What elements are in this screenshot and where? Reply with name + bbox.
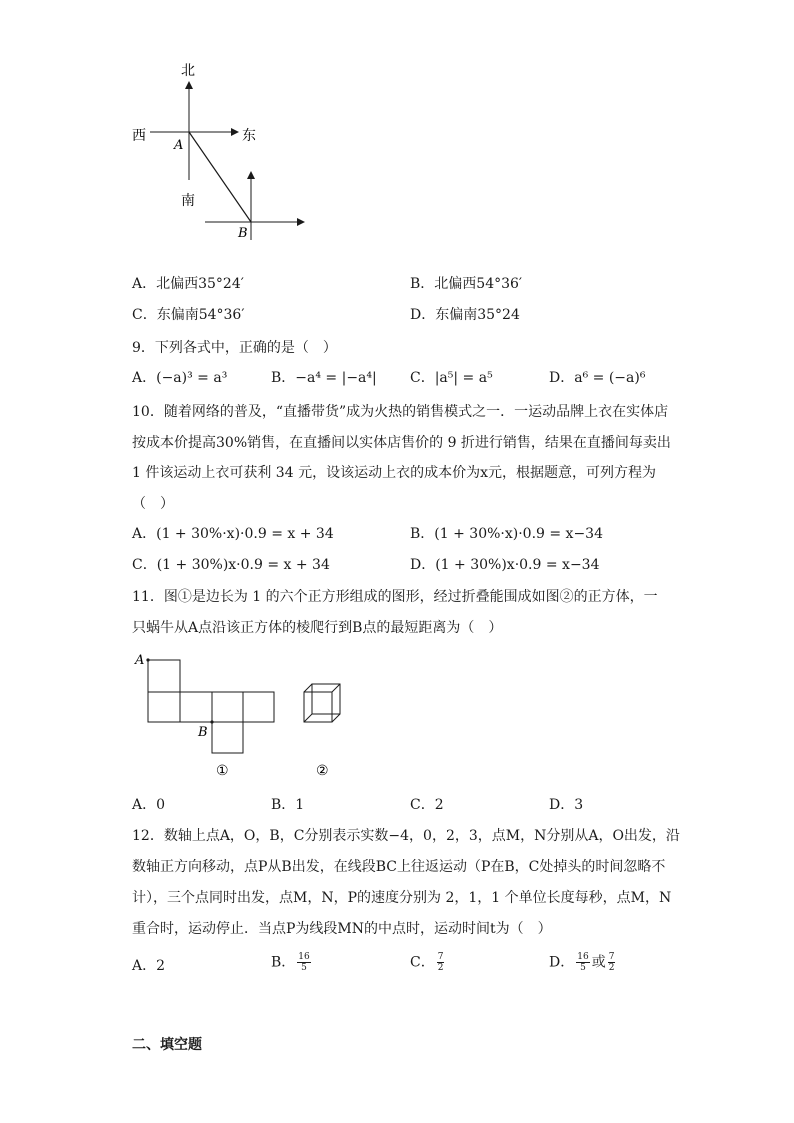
q12-option-c-fraction bbox=[437, 952, 445, 973]
q9-option-c[interactable]: C．|a⁵| = a⁵ bbox=[410, 370, 493, 386]
point-a-label: A bbox=[174, 138, 184, 153]
q12-option-b-prefix: B． bbox=[271, 954, 296, 971]
cube-net-figure bbox=[130, 650, 360, 782]
q12-option-d-fraction-2 bbox=[608, 952, 616, 973]
point-b-label: B bbox=[238, 226, 248, 241]
point-b-dot bbox=[210, 720, 213, 723]
south-label: 南 bbox=[181, 193, 195, 209]
q12-option-d-den-2: 2 bbox=[608, 963, 615, 973]
net-square-1 bbox=[148, 692, 180, 722]
q12-line-3: 计），三个点同时出发，点M，N，P的速度分别为 2，1，1 个单位长度每秒，点M，N bbox=[132, 890, 672, 906]
figure-1-label: ① bbox=[216, 763, 229, 779]
q11-option-a[interactable]: A．0 bbox=[132, 797, 166, 813]
q10-option-d[interactable]: D．(1 + 30%)x·0.9 = x−34 bbox=[410, 557, 600, 573]
q12-option-d-num-1: 16 bbox=[577, 952, 589, 962]
q8-option-d[interactable]: D．东偏南35°24 bbox=[410, 307, 520, 323]
net-square-2 bbox=[180, 692, 212, 722]
q11-option-b[interactable]: B．1 bbox=[271, 797, 305, 813]
section-title-fill-in: 二、填空题 bbox=[132, 1037, 202, 1053]
q8-option-a[interactable]: A．北偏西35°24′ bbox=[132, 276, 244, 292]
east-label: 东 bbox=[242, 128, 256, 144]
q12-option-d-fraction-1 bbox=[576, 952, 589, 973]
net-square-bottom bbox=[212, 722, 243, 753]
net-square-top bbox=[148, 660, 180, 692]
q9-option-d[interactable]: D．a⁶ = (−a)⁶ bbox=[549, 370, 646, 386]
q8-option-c[interactable]: C．东偏南54°36′ bbox=[132, 307, 245, 323]
net-point-a-label: A bbox=[135, 653, 145, 668]
q11-line-1: 11．图①是边长为 1 的六个正方形组成的图形，经过折叠能围成如图②的正方体，一 bbox=[132, 589, 658, 605]
q8-option-b[interactable]: B．北偏西54°36′ bbox=[410, 276, 523, 292]
segment-ab bbox=[189, 132, 251, 222]
q11-line-2: 只蜗牛从A点沿该正方体的棱爬行到B点的最短距离为（ ） bbox=[132, 620, 503, 636]
q10-line-3: 1 件该运动上衣可获利 34 元，设该运动上衣的成本价为x元，根据题意，可列方程为 bbox=[132, 465, 656, 481]
q10-option-b[interactable]: B．(1 + 30%·x)·0.9 = x−34 bbox=[410, 526, 603, 542]
q12-option-b-fraction bbox=[297, 952, 310, 973]
q10-option-a[interactable]: A．(1 + 30%·x)·0.9 = x + 34 bbox=[132, 526, 334, 542]
point-a-dot bbox=[146, 658, 149, 661]
q12-option-c[interactable] bbox=[410, 952, 446, 973]
net-point-b-label: B bbox=[198, 725, 208, 740]
q12-option-c-den: 2 bbox=[437, 963, 444, 973]
q12-option-d-or: 或 bbox=[591, 954, 606, 971]
q9-option-b[interactable]: B．−a⁴ = |−a⁴| bbox=[271, 370, 377, 386]
q11-option-c[interactable]: C．2 bbox=[410, 797, 444, 813]
q12-option-d-prefix: D． bbox=[549, 954, 575, 971]
q12-line-4: 重合时，运动停止．当点P为线段MN的中点时，运动时间t为（ ） bbox=[132, 921, 552, 937]
north-label: 北 bbox=[181, 63, 195, 79]
net-square-4 bbox=[243, 692, 274, 722]
q12-option-b[interactable] bbox=[271, 952, 313, 973]
q12-option-d-num-2: 7 bbox=[608, 952, 615, 962]
q12-option-d-den-1: 5 bbox=[580, 963, 586, 973]
q10-line-2: 按成本价提高30%销售，在直播间以实体店售价的 9 折进行销售，结果在直播间每卖出 bbox=[132, 435, 671, 451]
q10-option-c[interactable]: C．(1 + 30%)x·0.9 = x + 34 bbox=[132, 557, 330, 573]
q10-line-1: 10．随着网络的普及，“直播带货”成为火热的销售模式之一．一运动品牌上衣在实体店 bbox=[132, 404, 669, 420]
q12-option-c-num: 7 bbox=[437, 952, 444, 962]
west-label: 西 bbox=[132, 128, 146, 144]
q12-line-1: 12．数轴上点A，O，B，C分别表示实数−4，0，2，3，点M，N分别从A，O出发，沿 bbox=[132, 828, 680, 844]
q12-option-b-num: 16 bbox=[298, 952, 310, 962]
q10-line-4: （ ） bbox=[132, 496, 174, 512]
q12-line-2: 数轴正方向移动，点P从B出发，在线段BC上往返运动（P在B，C处掉头的时间忽略不 bbox=[132, 859, 666, 875]
q9-stem: 9．下列各式中，正确的是（ ） bbox=[132, 340, 337, 356]
q12-option-a[interactable]: A．2 bbox=[132, 958, 166, 974]
q12-option-b-den: 5 bbox=[301, 963, 307, 973]
q11-option-d[interactable]: D．3 bbox=[549, 797, 584, 813]
q12-option-d[interactable] bbox=[549, 952, 617, 973]
figure-2-label: ② bbox=[316, 763, 329, 779]
q12-option-c-prefix: C． bbox=[410, 954, 435, 971]
q9-option-a[interactable]: A．(−a)³ = a³ bbox=[132, 370, 228, 386]
net-square-3 bbox=[212, 692, 243, 722]
compass-figure bbox=[120, 55, 320, 245]
